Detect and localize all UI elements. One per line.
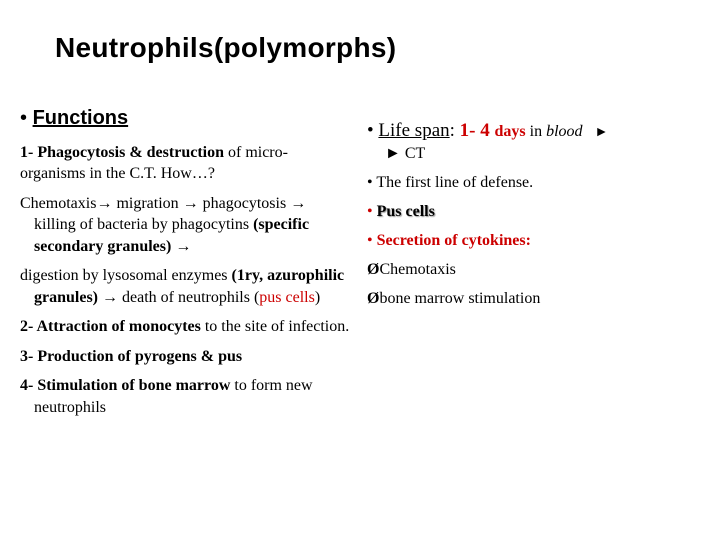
chemotaxis-row xyxy=(367,259,707,280)
chemotaxis-label: Chemotaxis xyxy=(379,261,456,278)
digestion-text: digestion by lysosomal enzymes xyxy=(20,267,232,284)
specific-granules-text: (specific secondary granules) → xyxy=(34,216,310,255)
bullet: • xyxy=(367,203,377,220)
function-2 xyxy=(20,316,350,338)
azurophilic-text: (1ry, azurophilic granules) → xyxy=(34,267,345,306)
function-1 xyxy=(20,142,350,185)
function-4 xyxy=(20,375,350,418)
cytokines-row xyxy=(367,230,707,251)
function-1-chemotaxis xyxy=(20,193,350,258)
bullet: • xyxy=(20,107,28,129)
pus-cells-label: Pus cells xyxy=(376,203,435,220)
function-4-title: 4- Stimulation of bone marrow xyxy=(20,377,231,394)
function-1-num: 1- xyxy=(20,143,38,161)
functions-column xyxy=(20,108,350,426)
bone-marrow-row xyxy=(367,288,707,309)
function-3-title: 3- Production of pyrogens & pus xyxy=(20,347,243,365)
chemotaxis-text: Chemotaxis→ migration → phagocytosis → killing of bacteria by phagocytins xyxy=(20,194,307,233)
function-3 xyxy=(20,346,350,368)
pus-cells-text: pus cells xyxy=(259,288,315,306)
death-text: death of neutrophils ( xyxy=(118,288,260,306)
function-2-text: to the site of infection. xyxy=(200,318,350,335)
function-1-text: of micro-organisms in the C.T. How…? xyxy=(20,143,288,182)
function-2-title: 2- Attraction of monocytes xyxy=(20,318,201,335)
life-span-row xyxy=(367,120,707,143)
bone-marrow-label: bone marrow stimulation xyxy=(379,290,541,307)
life-span-where: blood xyxy=(546,123,583,140)
bullet: • xyxy=(367,120,379,141)
life-span-value: 1- 4 xyxy=(459,120,495,141)
pus-cells-row xyxy=(367,201,707,222)
bullet: • xyxy=(367,232,377,249)
function-1-digestion xyxy=(20,265,350,308)
close-paren: ) xyxy=(314,288,321,306)
function-1-title: Phagocytosis & destruction xyxy=(37,143,224,161)
arrow-bullet-icon: Ø xyxy=(367,261,380,278)
arrow-icon: ► xyxy=(594,125,609,140)
arrow-bullet-icon: Ø xyxy=(367,290,380,307)
slide-title: Neutrophils(polymorphs) xyxy=(55,32,397,63)
first-line-defense: • The first line of defense. xyxy=(367,174,534,191)
cytokines-label: Secretion of cytokines: xyxy=(376,232,531,249)
life-span-in: in xyxy=(525,123,547,140)
life-span-unit: days xyxy=(494,123,526,140)
colon: : xyxy=(449,120,460,141)
properties-column xyxy=(367,120,707,317)
function-4-text: to form new neutrophils xyxy=(34,377,313,416)
functions-heading-row xyxy=(20,108,350,130)
functions-heading: Functions xyxy=(32,107,129,129)
life-span-label: Life span xyxy=(378,120,450,141)
life-span-ct: ► CT xyxy=(385,145,426,162)
